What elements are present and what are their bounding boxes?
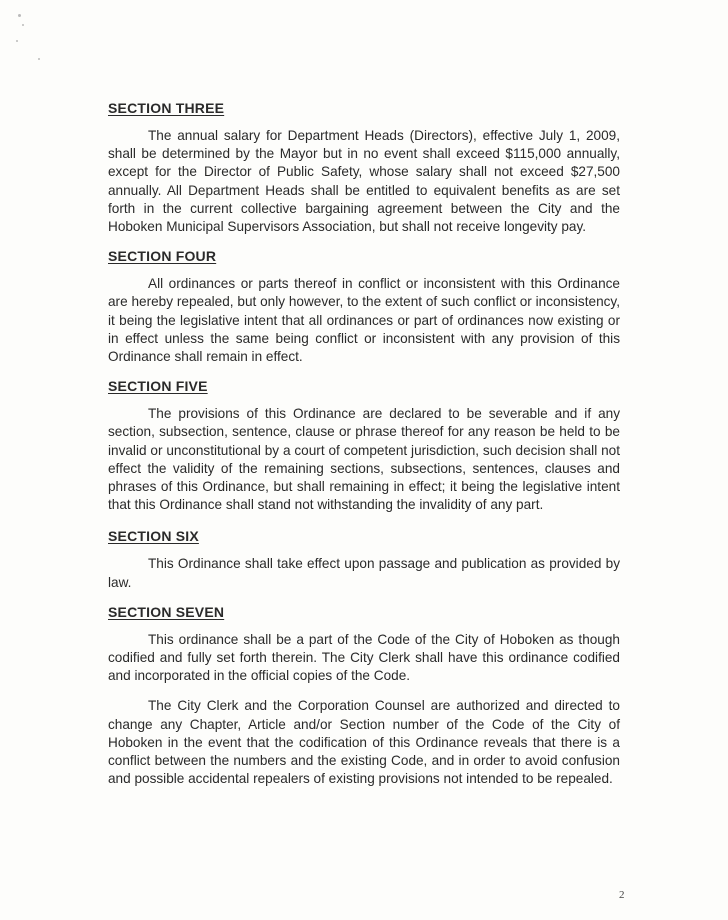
section-paragraph: The annual salary for Department Heads (Directors), effective July 1, 2009, shall be determined by the Mayor but in no event shall exceed $115,000 annually, except for the Director of Public Safety, whose salary shall not exceed $27,500 annually. All Department Heads shall be entitled to equivalent benefits as are set forth in the current collective bargaining agreement between the City and the Hoboken Municipal Supervisors Association, but shall not receive longevity pay. xyxy=(108,128,620,235)
section-heading: SECTION THREE xyxy=(108,100,225,116)
section-six xyxy=(108,528,620,591)
section-paragraph: The City Clerk and the Corporation Counsel are authorized and directed to change any Chapter, Article and/or Section number of the Code of the City of Hoboken in the event that the codification of this Ordinance reveals that there is a conflict between the numbers and the existing Code, and in order to avoid confusion and possible accidental repealers of existing provisions not intended to be repealed. xyxy=(108,698,620,787)
section-four xyxy=(108,248,620,366)
scan-speck xyxy=(16,40,18,42)
section-paragraph: The provisions of this Ordinance are declared to be severable and if any section, subsection, sentence, clause or phrase thereof for any reason be held to be invalid or unconstitutional by a court of competent jurisdiction, such decision shall not effect the validity of the remaining sections, subsections, sentences, clauses and phrases of this Ordinance, but shall remaining in effect; it being the legislative intent that this Ordinance shall stand not withstanding the invalidity of any part. xyxy=(108,406,620,513)
scan-speck xyxy=(22,24,24,26)
scan-speck xyxy=(18,14,21,17)
section-paragraph: All ordinances or parts thereof in conflict or inconsistent with this Ordinance are hereby repealed, but only however, to the extent of such conflict or inconsistency, it being the legislative intent that all ordinances or part of ordinances now existing or in effect unless the same being conflict or inconsistent with any provision of this Ordinance shall remain in effect. xyxy=(108,276,620,365)
section-paragraph: This ordinance shall be a part of the Code of the City of Hoboken as though codified and fully set forth therein. The City Clerk shall have this ordinance codified and incorporated in the official copies of the Code. xyxy=(108,631,620,684)
section-heading: SECTION SEVEN xyxy=(108,603,225,620)
page-number: 2 xyxy=(619,889,625,901)
section-heading: SECTION FOUR xyxy=(108,248,217,265)
section-three xyxy=(108,100,620,236)
section-heading: SECTION SIX xyxy=(108,528,199,545)
section-seven xyxy=(108,604,620,789)
section-paragraph: This Ordinance shall take effect upon passage and publication as provided by law. xyxy=(108,556,620,590)
section-heading: SECTION FIVE xyxy=(108,378,208,395)
section-five xyxy=(108,378,620,514)
ordinance-body xyxy=(108,100,620,800)
scan-speck xyxy=(38,58,40,60)
